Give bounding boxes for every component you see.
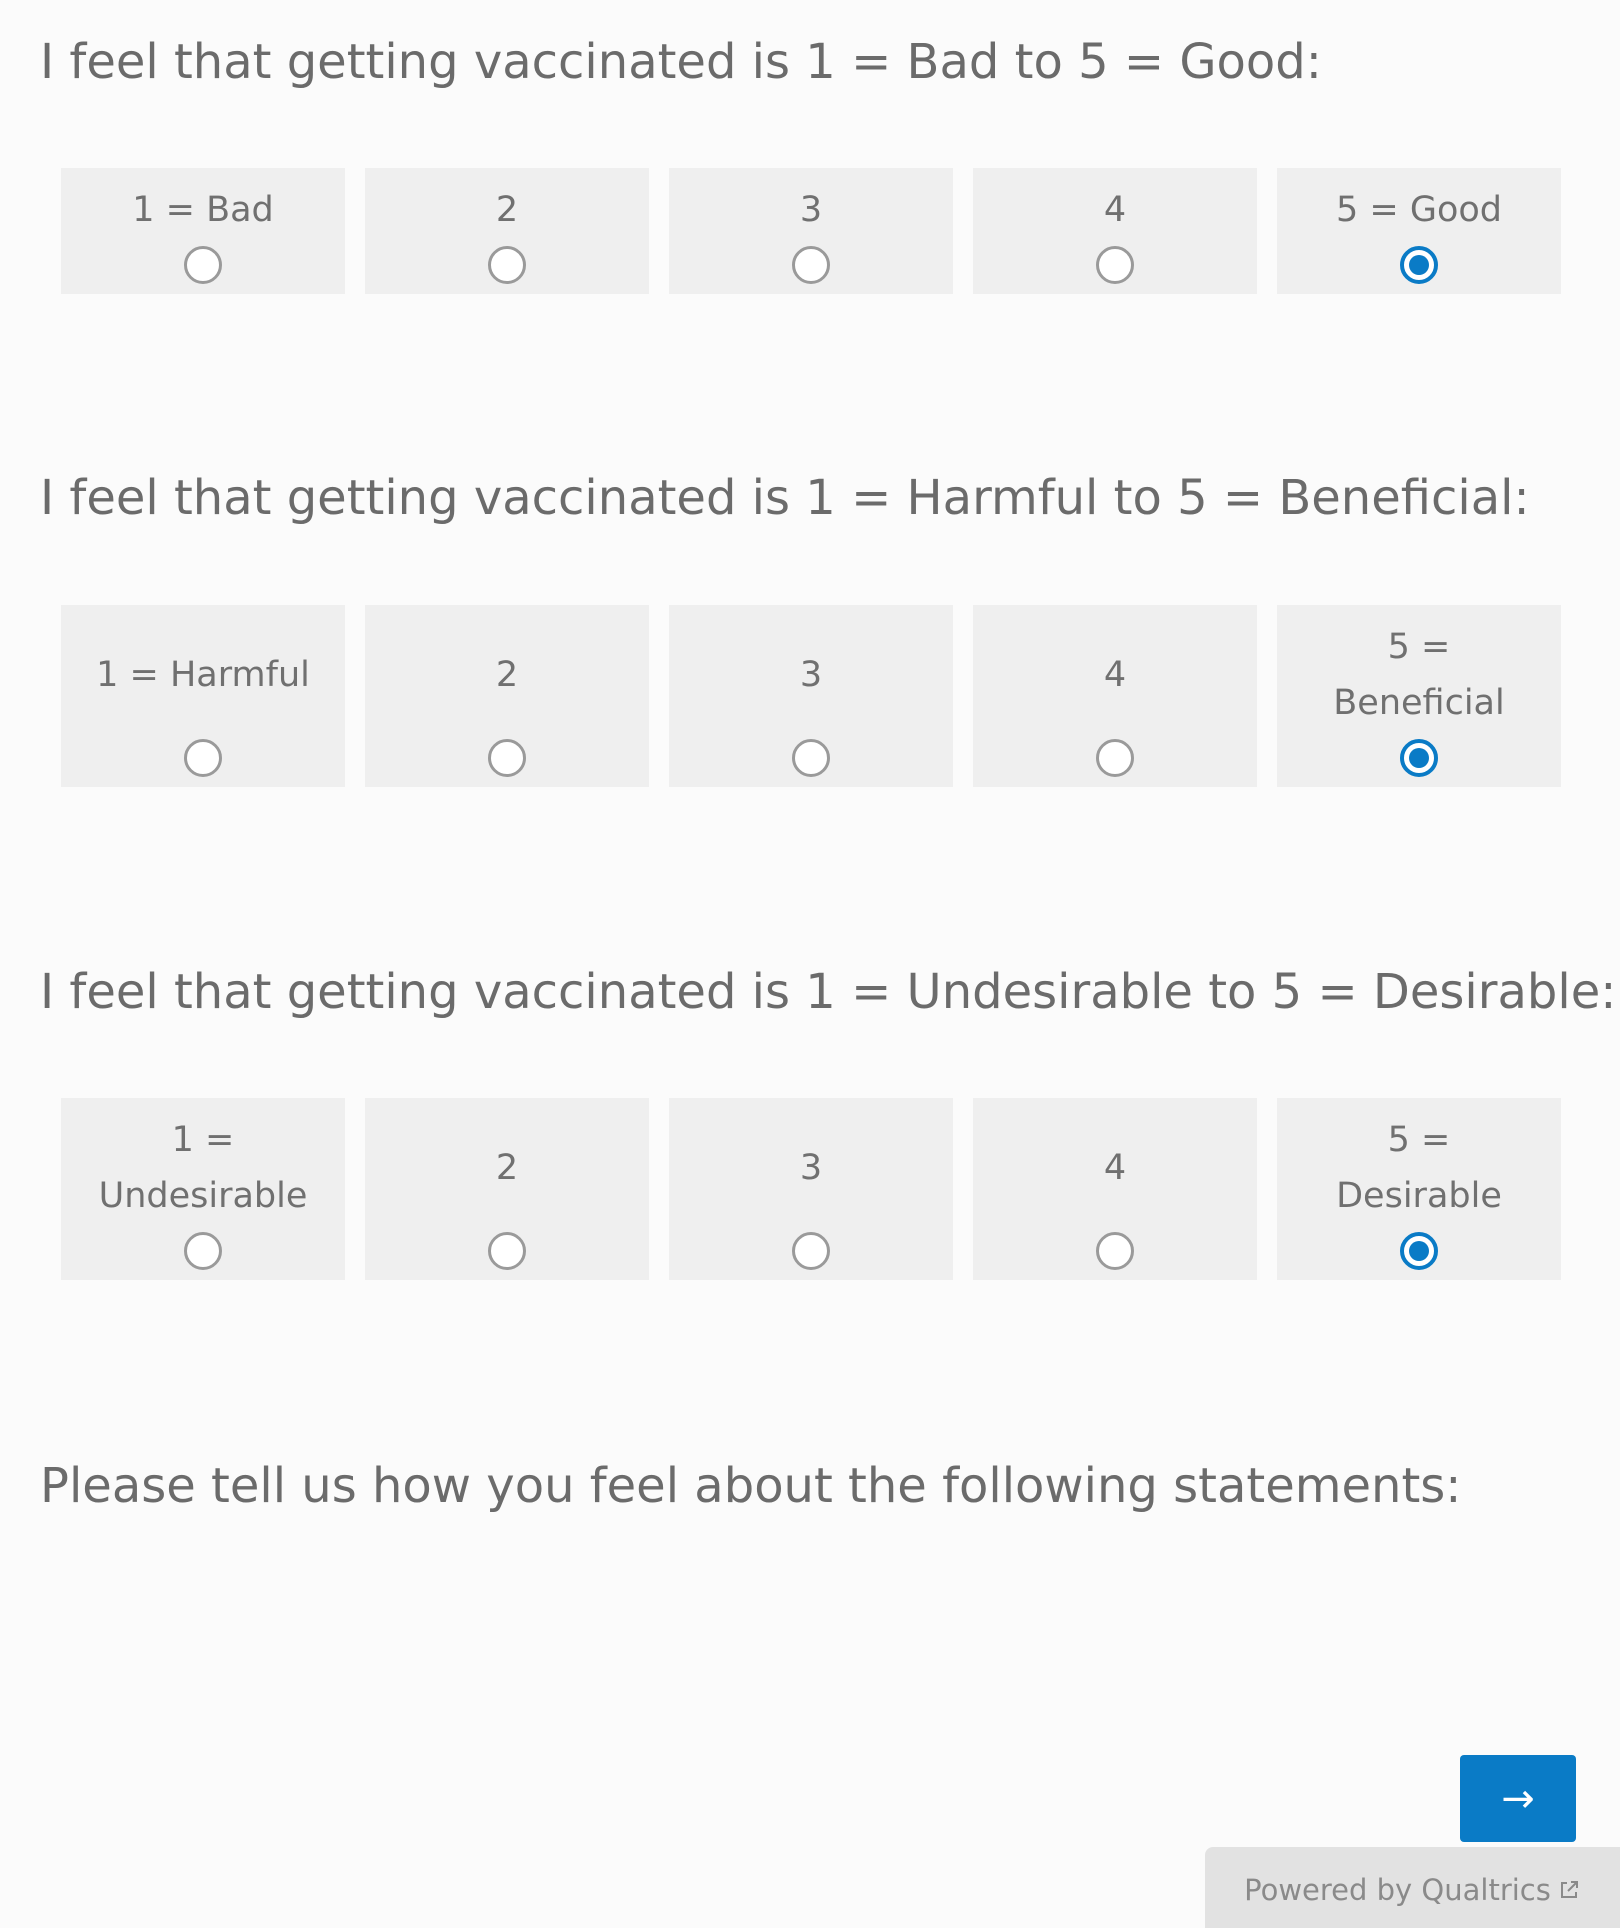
external-link-icon <box>1557 1878 1581 1902</box>
choice-label: 4 <box>1103 1148 1127 1188</box>
radio-button[interactable] <box>1096 1232 1134 1270</box>
radio-button[interactable] <box>1096 246 1134 284</box>
radio-button[interactable] <box>184 1232 222 1270</box>
choice-label: 5 = Good <box>1335 190 1502 230</box>
question-2-text: I feel that getting vaccinated is 1 = Harmful to 5 = Beneficial: <box>40 470 1530 526</box>
choice-label: 1 = Harmful <box>96 655 310 695</box>
radio-button[interactable] <box>792 246 830 284</box>
radio-button[interactable] <box>1096 739 1134 777</box>
question-1-choices <box>61 168 1561 294</box>
q3-choice-2[interactable] <box>365 1098 649 1280</box>
q2-choice-3[interactable] <box>669 605 953 787</box>
q1-choice-4[interactable] <box>973 168 1257 294</box>
choice-label: 3 <box>799 655 823 695</box>
radio-button[interactable] <box>488 739 526 777</box>
q1-choice-5[interactable] <box>1277 168 1561 294</box>
powered-by-qualtrics-link[interactable] <box>1205 1847 1620 1928</box>
q2-choice-4[interactable] <box>973 605 1257 787</box>
q1-choice-1[interactable] <box>61 168 345 294</box>
q3-choice-5[interactable] <box>1277 1098 1561 1280</box>
arrow-right-icon: → <box>1501 1775 1535 1822</box>
choice-label: 2 <box>495 655 519 695</box>
choice-label: 1 = Undesirable <box>98 1120 308 1216</box>
instruction-text: Please tell us how you feel about the following statements: <box>40 1458 1462 1514</box>
choice-label: 4 <box>1103 190 1127 230</box>
next-button[interactable] <box>1460 1755 1576 1842</box>
radio-button[interactable] <box>1400 1232 1438 1270</box>
question-2 <box>40 468 1580 528</box>
choice-label: 2 <box>495 190 519 230</box>
radio-button[interactable] <box>184 739 222 777</box>
question-3-text: I feel that getting vaccinated is 1 = Undesirable to 5 = Desirable: <box>40 964 1617 1020</box>
radio-button[interactable] <box>488 246 526 284</box>
radio-button[interactable] <box>1400 739 1438 777</box>
question-2-choices <box>61 605 1561 787</box>
powered-by-label: Powered by Qualtrics <box>1244 1872 1551 1907</box>
q3-choice-3[interactable] <box>669 1098 953 1280</box>
radio-button[interactable] <box>792 739 830 777</box>
question-3-choices <box>61 1098 1561 1280</box>
q1-choice-2[interactable] <box>365 168 649 294</box>
choice-label: 3 <box>799 1148 823 1188</box>
radio-button[interactable] <box>184 246 222 284</box>
instruction-block <box>40 1456 1580 1516</box>
q1-choice-3[interactable] <box>669 168 953 294</box>
choice-label: 3 <box>799 190 823 230</box>
question-3 <box>40 962 1617 1022</box>
choice-label: 2 <box>495 1148 519 1188</box>
radio-button[interactable] <box>1400 246 1438 284</box>
choice-label: 1 = Bad <box>132 190 274 230</box>
choice-label: 5 = Desirable <box>1336 1120 1502 1216</box>
q3-choice-4[interactable] <box>973 1098 1257 1280</box>
q2-choice-2[interactable] <box>365 605 649 787</box>
q2-choice-1[interactable] <box>61 605 345 787</box>
choice-label: 4 <box>1103 655 1127 695</box>
radio-button[interactable] <box>488 1232 526 1270</box>
q3-choice-1[interactable] <box>61 1098 345 1280</box>
q2-choice-5[interactable] <box>1277 605 1561 787</box>
question-1 <box>40 32 1580 92</box>
choice-label: 5 = Beneficial <box>1333 627 1505 723</box>
question-1-text: I feel that getting vaccinated is 1 = Bad to 5 = Good: <box>40 34 1322 90</box>
radio-button[interactable] <box>792 1232 830 1270</box>
